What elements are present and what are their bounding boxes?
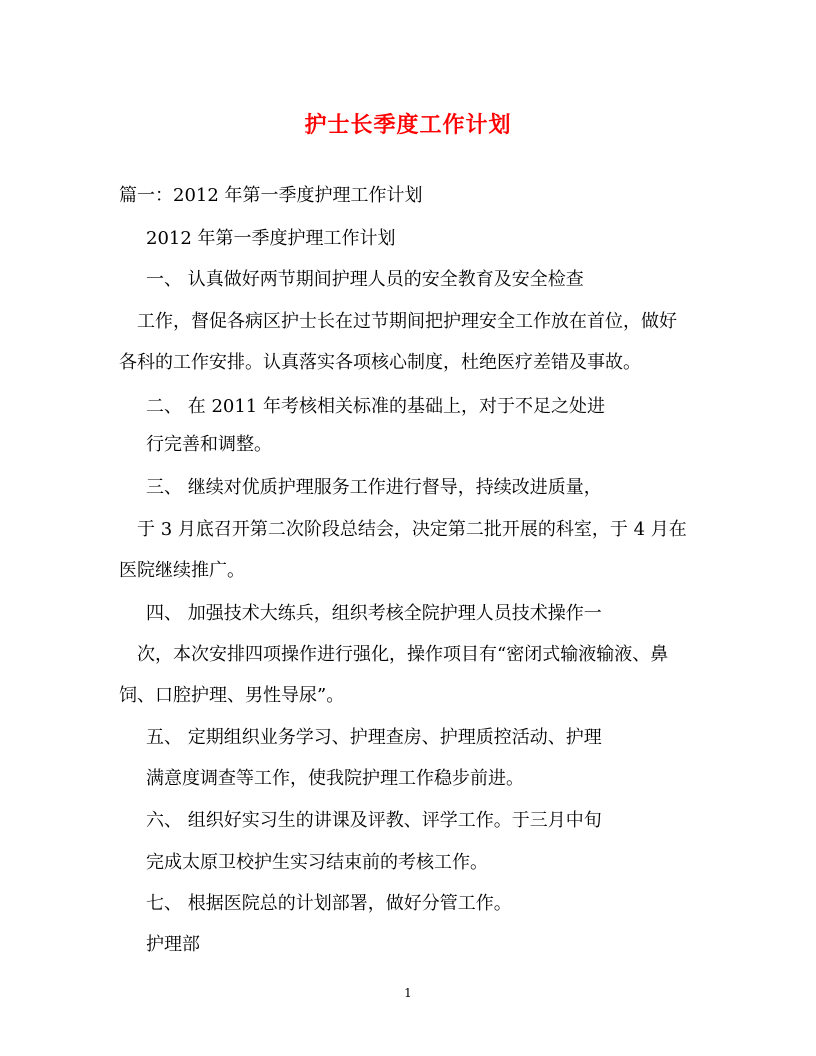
body-line: 医院继续推广。 xyxy=(119,560,245,581)
body-line: 次，本次安排四项操作进行强化，操作项目有“密闭式输液输液、鼻 xyxy=(137,644,669,665)
body-line: 工作，督促各病区护士长在过节期间把护理安全工作放在首位，做好 xyxy=(137,311,677,332)
document-title: 护士长季度工作计划 xyxy=(304,112,512,138)
body-line: 七、 根据医院总的计划部署，做好分管工作。 xyxy=(146,893,512,914)
body-line: 行完善和调整。 xyxy=(146,434,272,455)
page-number: 1 xyxy=(404,986,412,1000)
signature-line: 护理部 xyxy=(146,934,200,955)
body-line: 三、 继续对优质护理服务工作进行督导，持续改进质量， xyxy=(146,477,602,498)
body-line: 于 3 月底召开第二次阶段总结会，决定第二批开展的科室，于 4 月在 xyxy=(137,519,687,540)
body-line: 五、 定期组织业务学习、护理查房、护理质控活动、护理 xyxy=(146,727,602,748)
section-heading: 篇一：2012 年第一季度护理工作计划 xyxy=(119,185,423,206)
body-line: 六、 组织好实习生的讲课及评教、评学工作。于三月中旬 xyxy=(146,810,602,831)
body-line: 满意度调查等工作，使我院护理工作稳步前进。 xyxy=(146,768,524,789)
body-line: 二、 在 2011 年考核相关标准的基础上，对于不足之处进 xyxy=(146,396,605,417)
body-line: 四、 加强技术大练兵，组织考核全院护理人员技术操作一 xyxy=(146,603,602,624)
body-line: 完成太原卫校护生实习结束前的考核工作。 xyxy=(146,852,488,873)
body-line: 2012 年第一季度护理工作计划 xyxy=(146,228,396,249)
body-line: 各科的工作安排。认真落实各项核心制度，杜绝医疗差错及事故。 xyxy=(119,352,641,373)
body-line: 饲、口腔护理、男性导尿”。 xyxy=(119,685,345,706)
body-line: 一、 认真做好两节期间护理人员的安全教育及安全检查 xyxy=(146,269,584,290)
